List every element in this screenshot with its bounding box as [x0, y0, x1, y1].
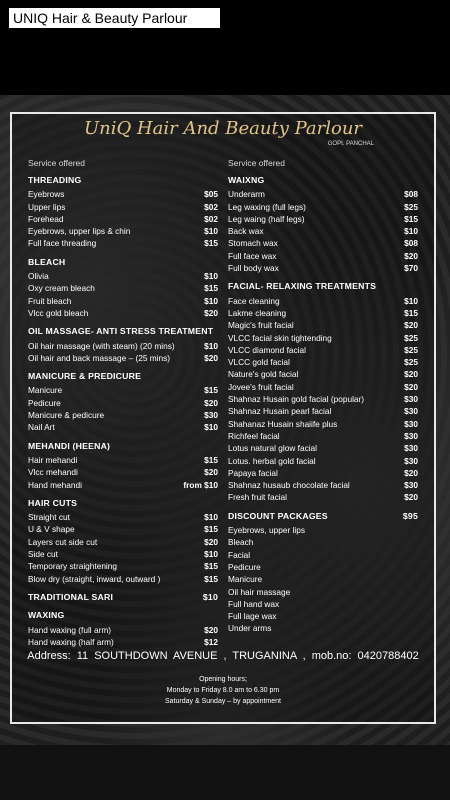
service-price: $15 [204, 385, 218, 396]
service-price: $30 [404, 480, 418, 491]
service-row [28, 270, 218, 282]
service-name: Under arms [228, 623, 272, 634]
service-price: $20 [204, 397, 218, 408]
service-row [228, 405, 418, 417]
service-price: $25 [404, 201, 418, 212]
poster-frame [10, 112, 436, 724]
service-row [28, 282, 218, 294]
service-row [228, 536, 418, 548]
service-name: Straight cut [28, 512, 70, 523]
address-line: Address: 11 SOUTHDOWN AVENUE , TRUGANINA , mob.no: 0420788402 [27, 650, 419, 662]
service-row [28, 188, 218, 200]
service-price: $20 [204, 352, 218, 363]
section-price: $10 [202, 591, 218, 602]
service-name: Back wax [228, 226, 264, 237]
service-price: $20 [404, 467, 418, 478]
service-price: $12 [204, 636, 218, 647]
service-row [28, 636, 218, 648]
service-row [228, 262, 418, 274]
service-name: Oil hair massage [228, 586, 291, 597]
service-price: $10 [204, 340, 218, 351]
service-name: Nail Art [28, 422, 55, 433]
service-name: Lakme cleaning [228, 307, 287, 318]
service-name: Blow dry (straight, inward, outward ) [28, 573, 161, 584]
section-title: HAIR CUTS [28, 497, 78, 508]
section-heading [28, 370, 218, 382]
section-title: MANICURE & PREDICURE [28, 371, 142, 382]
service-row [228, 573, 418, 585]
service-row [228, 479, 418, 491]
service-price: $20 [204, 536, 218, 547]
service-price: $30 [404, 443, 418, 454]
top-bar [0, 0, 450, 95]
section-title: THREADING [28, 175, 82, 185]
hours-weekend: Saturday & Sunday – by appointment [165, 698, 281, 705]
price-list-poster [0, 95, 450, 745]
service-name: Full hand wax [228, 598, 280, 609]
section-title: FACIAL- RELAXING TREATMENTS [228, 281, 377, 292]
service-row [228, 418, 418, 430]
section-heading [28, 174, 218, 186]
service-name: Face cleaning [228, 295, 280, 306]
service-row [228, 442, 418, 454]
service-name: Hand waxing (half arm) [28, 636, 114, 647]
service-price: $02 [204, 213, 218, 224]
section-title: WAXING [28, 610, 65, 621]
service-name: Oxy cream bleach [28, 283, 95, 294]
service-row [228, 467, 418, 479]
section-heading [28, 591, 218, 603]
service-price: $15 [204, 524, 218, 535]
service-name: Oil hair massage (with steam) (20 mins) [28, 340, 175, 351]
section-title: MEHANDI (HEENA) [28, 440, 111, 451]
service-price: $70 [404, 263, 418, 274]
service-name: Stomach wax [228, 238, 278, 249]
service-row [228, 201, 418, 213]
service-name: Shahanaz Husain shaiife plus [228, 418, 338, 429]
service-name: Full face wax [228, 250, 277, 261]
service-name: Eyebrows, upper lips & chin [28, 226, 131, 237]
service-name: Shahnaz Husain gold facial (popular) [228, 394, 365, 405]
service-row [28, 397, 218, 409]
service-row [28, 536, 218, 548]
service-price: $10 [204, 512, 218, 523]
service-name: Manicure [228, 574, 263, 585]
service-row [28, 409, 218, 421]
service-name: Lotus natural glow facial [228, 443, 318, 454]
service-name: Fruit bleach [28, 295, 72, 306]
service-price: $08 [404, 189, 418, 200]
service-price: $15 [204, 454, 218, 465]
service-price: $30 [204, 410, 218, 421]
hours-weekday: Monday to Friday 8.0 am to 6.30 pm [166, 687, 280, 694]
service-row [228, 491, 418, 503]
service-row [228, 622, 418, 634]
service-name: Layers cut side cut [28, 536, 98, 547]
service-price: $15 [204, 283, 218, 294]
section-title: OIL MASSAGE- ANTI STRESS TREATMENT [28, 326, 214, 337]
service-price: $15 [404, 307, 418, 318]
service-row [28, 384, 218, 396]
service-row [28, 624, 218, 636]
service-name: Full face threading [28, 238, 97, 249]
service-name: Magic's fruit facial [228, 320, 294, 331]
service-row [28, 307, 218, 319]
service-name: Bleach [228, 537, 254, 548]
service-price: $15 [204, 573, 218, 584]
service-name: Jovee's fruit facial [228, 381, 294, 392]
service-row [28, 573, 218, 585]
service-price: $15 [404, 213, 418, 224]
section-title: BLEACH [28, 256, 66, 267]
section-heading [28, 497, 218, 509]
service-row [28, 479, 218, 491]
service-price: $20 [204, 307, 218, 318]
section-price: $95 [402, 510, 418, 521]
section-title: DISCOUNT PACKAGES [228, 510, 328, 521]
service-name: Pedicure [28, 397, 61, 408]
service-name: VLCC gold facial [228, 357, 290, 368]
service-row [228, 381, 418, 393]
section-heading [228, 280, 418, 292]
service-row [228, 188, 418, 200]
poster-subtitle: GOPI. PANCHAL [327, 141, 374, 147]
service-price: $20 [204, 467, 218, 478]
section-heading [28, 256, 218, 268]
section-heading [28, 440, 218, 452]
service-price: $08 [404, 238, 418, 249]
service-name: U & V shape [28, 524, 75, 535]
service-offered-label: Service offered [28, 158, 86, 168]
service-price: $20 [404, 320, 418, 331]
service-price: from $10 [183, 479, 218, 490]
service-price: $20 [404, 381, 418, 392]
service-row [28, 511, 218, 523]
right-column [228, 158, 418, 635]
service-name: Manicure & pedicure [28, 410, 105, 421]
service-row [228, 344, 418, 356]
service-name: Facial [228, 549, 251, 560]
service-row [228, 237, 418, 249]
service-price: $10 [204, 549, 218, 560]
service-row [28, 295, 218, 307]
service-name: Manicure [28, 385, 63, 396]
service-price: $25 [404, 344, 418, 355]
service-price: $20 [204, 624, 218, 635]
section-title: WAIXNG [228, 175, 265, 185]
service-name: Full lage wax [228, 611, 277, 622]
service-row [228, 319, 418, 331]
service-name: Shahnaz Husain pearl facial [228, 406, 332, 417]
service-name: Leg waing (half legs) [228, 213, 305, 224]
hours-title: Opening hours; [199, 676, 247, 683]
service-name: Fresh fruit facial [228, 492, 288, 503]
service-name: Nature's gold facial [228, 369, 299, 380]
service-row [228, 430, 418, 442]
service-row [228, 393, 418, 405]
service-row [28, 560, 218, 572]
poster-title: UniQ Hair And Beauty Parlour [83, 118, 363, 139]
service-row [228, 549, 418, 561]
service-price: $15 [204, 561, 218, 572]
service-name: Hand waxing (full arm) [28, 624, 111, 635]
service-price: $10 [204, 295, 218, 306]
service-price: $20 [404, 492, 418, 503]
service-price: $30 [404, 430, 418, 441]
service-price: $25 [404, 332, 418, 343]
service-price: $20 [404, 369, 418, 380]
service-name: Richfeel facial [228, 430, 280, 441]
service-name: Forehead [28, 213, 64, 224]
service-name: Full body wax [228, 263, 279, 274]
service-name: Temporary straightening [28, 561, 118, 572]
service-row [228, 610, 418, 622]
section-heading [28, 609, 218, 621]
service-row [28, 523, 218, 535]
service-row [28, 340, 218, 352]
service-name: Eyebrows, upper lips [228, 525, 306, 536]
service-name: Shahnaz husaub chocolate facial [228, 480, 350, 491]
service-name: Hand mehandi [28, 479, 82, 490]
section-heading [228, 174, 418, 186]
service-name: Oil hair and back massage – (25 mins) [28, 352, 171, 363]
service-name: Papaya facial [228, 467, 278, 478]
service-row [228, 332, 418, 344]
section-heading [228, 510, 418, 522]
service-row [28, 548, 218, 560]
section-title: TRADITIONAL SARI [28, 591, 114, 602]
service-row [228, 598, 418, 610]
service-row [28, 352, 218, 364]
service-row [28, 454, 218, 466]
service-row [228, 213, 418, 225]
service-row [228, 524, 418, 536]
service-name: Pedicure [228, 561, 261, 572]
service-name: Vlcc gold bleach [28, 307, 89, 318]
service-offered-label: Service offered [228, 158, 286, 168]
service-row [228, 586, 418, 598]
service-price: $30 [404, 394, 418, 405]
service-price: $30 [404, 455, 418, 466]
service-row [228, 368, 418, 380]
service-price: $05 [204, 189, 218, 200]
service-price: $30 [404, 406, 418, 417]
service-price: $30 [404, 418, 418, 429]
service-row [28, 201, 218, 213]
service-price: $10 [204, 422, 218, 433]
service-row [228, 455, 418, 467]
service-row [228, 561, 418, 573]
bottom-bar [0, 745, 450, 800]
service-name: Olivia [28, 271, 49, 282]
service-name: Hair mehandi [28, 454, 78, 465]
service-row [28, 421, 218, 433]
service-name: Upper lips [28, 201, 66, 212]
service-price: $15 [204, 238, 218, 249]
opening-hours [12, 674, 434, 707]
service-name: Leg waxing (full legs) [228, 201, 306, 212]
service-price: $02 [204, 201, 218, 212]
service-name: Lotus. herbal gold facial [228, 455, 316, 466]
service-row [228, 295, 418, 307]
service-name: VLCC diamond facial [228, 344, 306, 355]
service-row [228, 356, 418, 368]
service-price: $25 [404, 357, 418, 368]
service-row [28, 466, 218, 478]
window-title: UNIQ Hair & Beauty Parlour [9, 8, 220, 28]
service-row [28, 225, 218, 237]
service-name: Underarm [228, 189, 265, 200]
service-row [28, 237, 218, 249]
service-row [228, 225, 418, 237]
service-price: $10 [204, 226, 218, 237]
service-row [228, 250, 418, 262]
service-name: Side cut [28, 549, 58, 560]
left-column [28, 158, 218, 648]
service-price: $20 [404, 250, 418, 261]
section-heading [28, 325, 218, 337]
service-price: $10 [204, 271, 218, 282]
service-price: $10 [404, 295, 418, 306]
service-row [28, 213, 218, 225]
service-name: VLCC facial skin tightending [228, 332, 332, 343]
service-name: Vlcc mehandi [28, 467, 78, 478]
service-row [228, 307, 418, 319]
service-name: Eyebrows [28, 189, 65, 200]
service-price: $10 [404, 226, 418, 237]
